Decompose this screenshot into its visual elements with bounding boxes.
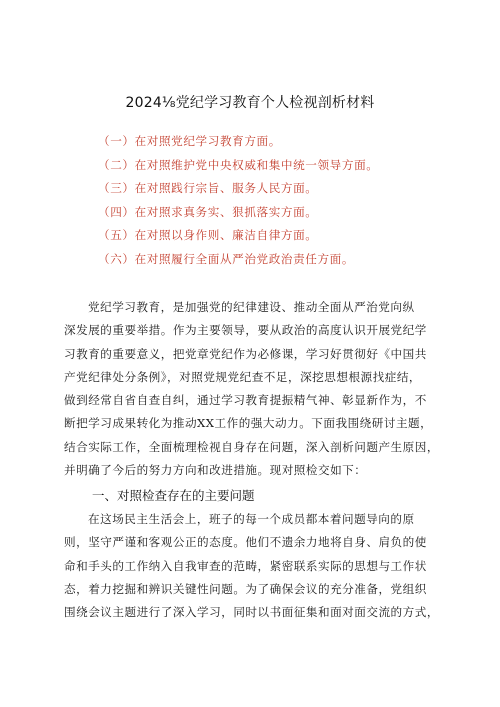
- section-1-line: 在这场民主生活会上，班子的每一个成员都本着问题导向的原: [88, 512, 415, 526]
- section-1-line: 命和手头的工作纳入自我审查的范畴，紧密联系实际的思想与工作状: [64, 558, 427, 573]
- intro-paragraph: [64, 296, 439, 482]
- table-of-contents: [98, 130, 438, 272]
- section-1-line: 围绕会议主题进行了深入学习，同时以书面征集和面对面交流的方式，: [64, 605, 439, 620]
- intro-line: 深发展的重要举措。作为主要领导，要从政治的高度认识开展党纪学: [64, 323, 427, 338]
- toc-item-4: （四）在对照求真务实、狠抓落实方面。: [98, 204, 318, 219]
- intro-line: 结合实际工作，全面梳理检视自身存在问题，深入剖析问题产生原因，: [64, 439, 439, 454]
- intro-line: 党纪学习教育，是加强党的纪律建设、推动全面从严治党向纵: [88, 300, 415, 314]
- toc-item-5: （五）在对照以身作则、廉洁自律方面。: [98, 228, 318, 243]
- section-heading-1: 一、对照检查存在的主要问题: [92, 488, 255, 503]
- document-title: 2024⅛党纪学习教育个人检视剖析材料: [125, 95, 375, 111]
- toc-item-2: （二）在对照维护党中央权威和集中统一领导方面。: [98, 157, 379, 172]
- intro-line: 断把学习成果转化为推动XX工作的强大动力。下面我围绕研讨主题，: [64, 416, 433, 431]
- toc-item-1: （一）在对照党纪学习教育方面。: [98, 134, 281, 148]
- toc-item-6: （六）在对照履行全面从严治党政治责任方面。: [98, 251, 355, 266]
- section-1-line: 态，着力挖掘和辨识关键性问题。为了确保会议的充分准备，党组织: [64, 581, 427, 596]
- section-1-paragraph: [64, 508, 442, 624]
- intro-line: 并明确了今后的努力方向和改进措施。现对照检交如下：: [64, 463, 367, 478]
- intro-line: 习教育的重要意义，把党章党纪作为必修课，学习好贯彻好《中国共: [64, 346, 427, 361]
- toc-item-3: （三）在对照践行宗旨、服务人民方面。: [98, 181, 318, 196]
- intro-line: 产党纪律处分条例》，对照党规党纪查不足，深挖思想根源找症结，: [64, 369, 422, 384]
- intro-line: 做到经常自省自查自纠，通过学习教育提振精气神、彰显新作为，不: [64, 393, 427, 408]
- section-1-line: 则，坚守严谨和客观公正的态度。他们不遗余力地将自身、肩负的使: [64, 535, 427, 550]
